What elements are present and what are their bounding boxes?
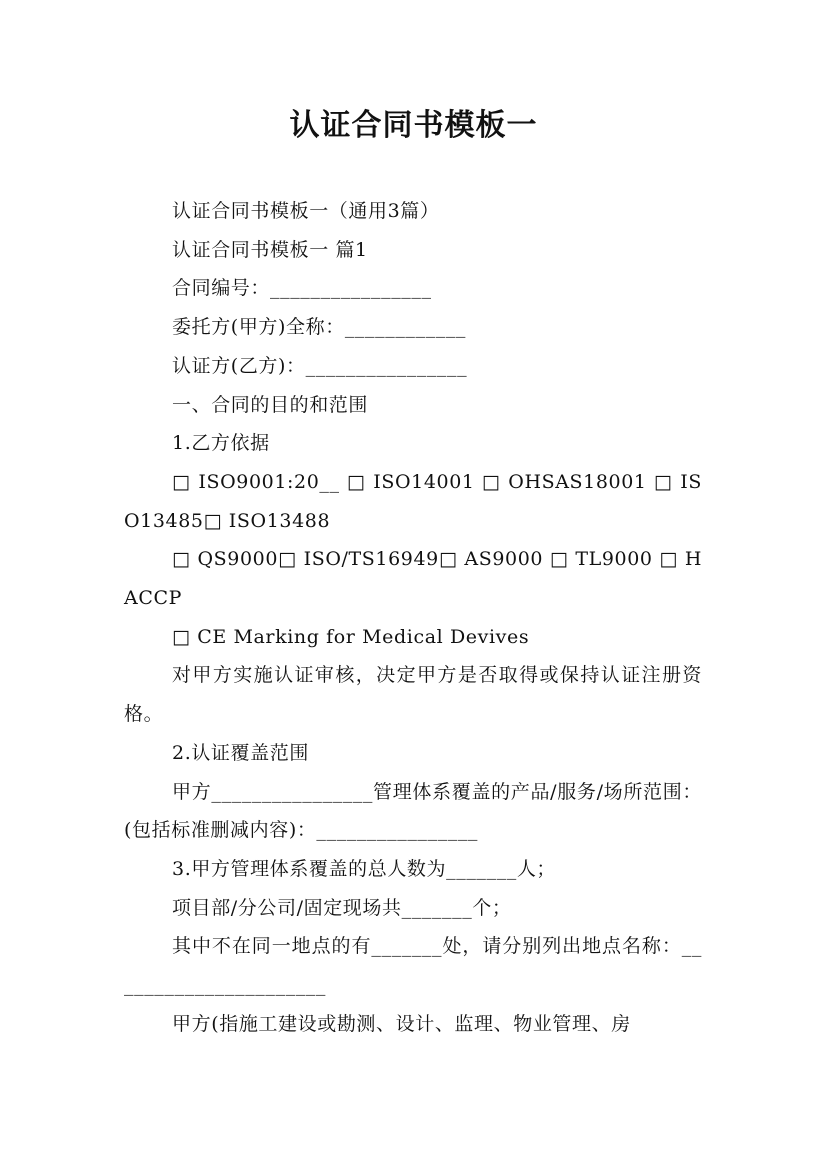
paragraph-locations: 其中不在同一地点的有_______处，请分别列出地点名称：______________________ [124,935,702,997]
document-title: 认证合同书模板一 [289,108,538,143]
paragraph-subtitle: 认证合同书模板一（通用3篇） [172,200,440,222]
paragraph-clause-one: 一、合同的目的和范围 [172,393,369,416]
document-body [124,192,702,1043]
paragraph-scope: 甲方________________管理体系覆盖的产品/服务/场所范围：(包括标准删减内容)：________________ [124,780,702,842]
paragraph-scope-heading: 2.认证覆盖范围 [172,741,309,764]
paragraph-section-heading: 认证合同书模板一 篇1 [172,238,368,261]
standards-checklist-1: □ ISO9001:20__ □ ISO14001 □ OHSAS18001 □ ISO13485□ ISO13488 [124,470,702,532]
standards-checklist-3: □ CE Marking for Medical Devives [172,625,530,648]
paragraph-headcount: 3.甲方管理体系覆盖的总人数为_______人； [172,857,557,880]
paragraph-audit-purpose: 对甲方实施认证审核，决定甲方是否取得或保持认证注册资格。 [124,664,702,726]
paragraph-party-a-definition: 甲方(指施工建设或勘测、设计、监理、物业管理、房 [172,1012,631,1035]
paragraph-party-b: 认证方(乙方)：________________ [172,354,468,377]
standards-checklist-2: □ QS9000□ ISO/TS16949□ AS9000 □ TL9000 □ HACCP [124,548,702,610]
paragraph-contract-number: 合同编号：________________ [172,277,432,300]
paragraph-party-a: 委托方(甲方)全称：____________ [172,316,467,339]
paragraph-sites: 项目部/分公司/固定现场共_______个； [172,896,512,919]
paragraph-basis: 1.乙方依据 [172,432,270,455]
